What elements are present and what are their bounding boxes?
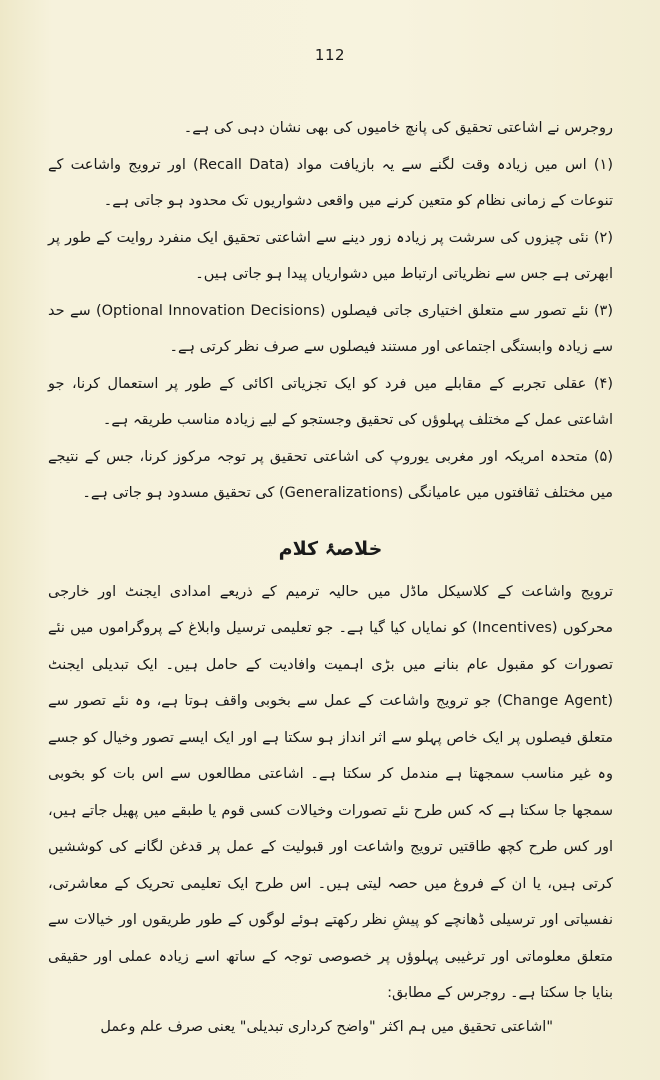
point-3-paragraph: (۳) نئے تصور سے متعلق اختیاری جاتی فیصلوں (Optional Innovation Decisions) سے حد سے زیادہ وابستگی اجتماعی اور مستند فیصلوں سے صرف نظر کرتی ہے۔	[48, 302, 613, 355]
point-5-paragraph: (۵) متحدہ امریکہ اور مغربی یوروپ کی اشاعتی تحقیق پر توجہ مرکوز کرنا، جس کے نتیجے میں مختلف ثقافتوں میں عامیانگی (Generalizations) کی تحقیق مسدود ہو جاتی ہے۔	[48, 448, 613, 501]
point-4-paragraph: (۴) عقلی تجربے کے مقابلے میں فرد کو ایک تجزیاتی اکائی کے طور پر استعمال کرنا، جو اشاعتی عمل کے مختلف پہلوؤں کی تحقیق وجستجو کے لیے زیادہ مناسب طریقہ ہے۔	[48, 375, 613, 428]
summary-paragraph: ترویج واشاعت کے کلاسیکل ماڈل میں حالیہ ترمیم کے ذریعے امدادی ایجنٹ اور خارجی محرکوں (Incentives) کو نمایاں کیا گیا ہے۔ جو تعلیمی ترسیل وابلاغ کے پروگراموں میں نئے تصورات کو مقبول عام بنانے میں بڑی اہمیت وافادیت کے حامل ہیں۔ ایک تبدیلی ایجنٹ (Change Agent) جو ترویج واشاعت کے عمل سے بخوبی واقف ہوتا ہے، وہ نئے تصور سے متعلق فیصلوں پر ایک خاص پہلو سے اثر انداز ہو سکتا ہے اور ایک ایسے تصور وخیال کو جسے وہ غیر مناسب سمجھتا ہے مندمل کر سکتا ہے۔ اشاعتی مطالعوں سے اس بات کو بخوبی سمجھا جا سکتا ہے کہ کس طرح نئے تصورات وخیالات کسی قوم یا طبقے میں پھیل جاتے ہیں، اور کس طرح کچھ طاقتیں ترویج واشاعت اور قبولیت کے عمل پر قدغن لگانے کی کوششیں کرتی ہیں، یا ان کے فروغ میں حصہ لیتی ہیں۔ اس طرح ایک تعلیمی تحریک کے معاشرتی، نفسیاتی اور ترسیلی ڈھانچے کو پیشِ نظر رکھتے ہوئے لوگوں کے طور طریقوں اور خیالات سے متعلق معلوماتی اور ترغیبی پہلوؤں پر خصوصی توجہ کے ساتھ اسے زیادہ عملی اور حقیقی بنایا جا سکتا ہے۔ روجرس کے مطابق:	[48, 583, 614, 1001]
page-body	[48, 110, 613, 1042]
section-heading: خلاصۂ کلام	[278, 537, 383, 560]
intro-paragraph: روجرس نے اشاعتی تحقیق کی پانچ خامیوں کی بھی نشان دہی کی ہے۔	[183, 120, 613, 136]
point-1-paragraph: (۱) اس میں زیادہ وقت لگنے سے یہ بازیافت مواد (Recall Data) اور ترویج واشاعت کے تنوعات کے زمانی نظام کو متعین کرنے میں واقعی دشواریوں تک محدود ہو جاتی ہے۔	[48, 156, 613, 209]
page-number: 112	[314, 46, 346, 64]
quote-line: "اشاعتی تحقیق میں ہم اکثر "واضح کرداری تبدیلی" یعنی صرف علم وعمل	[100, 1018, 553, 1035]
point-2-paragraph: (۲) نئی چیزوں کی سرشت پر زیادہ زور دینے سے اشاعتی تحقیق ایک منفرد روایت کے طور پر ابھرتی ہے جس سے نظریاتی ارتباط میں دشواریاں پیدا ہو جاتی ہیں۔	[48, 229, 613, 282]
